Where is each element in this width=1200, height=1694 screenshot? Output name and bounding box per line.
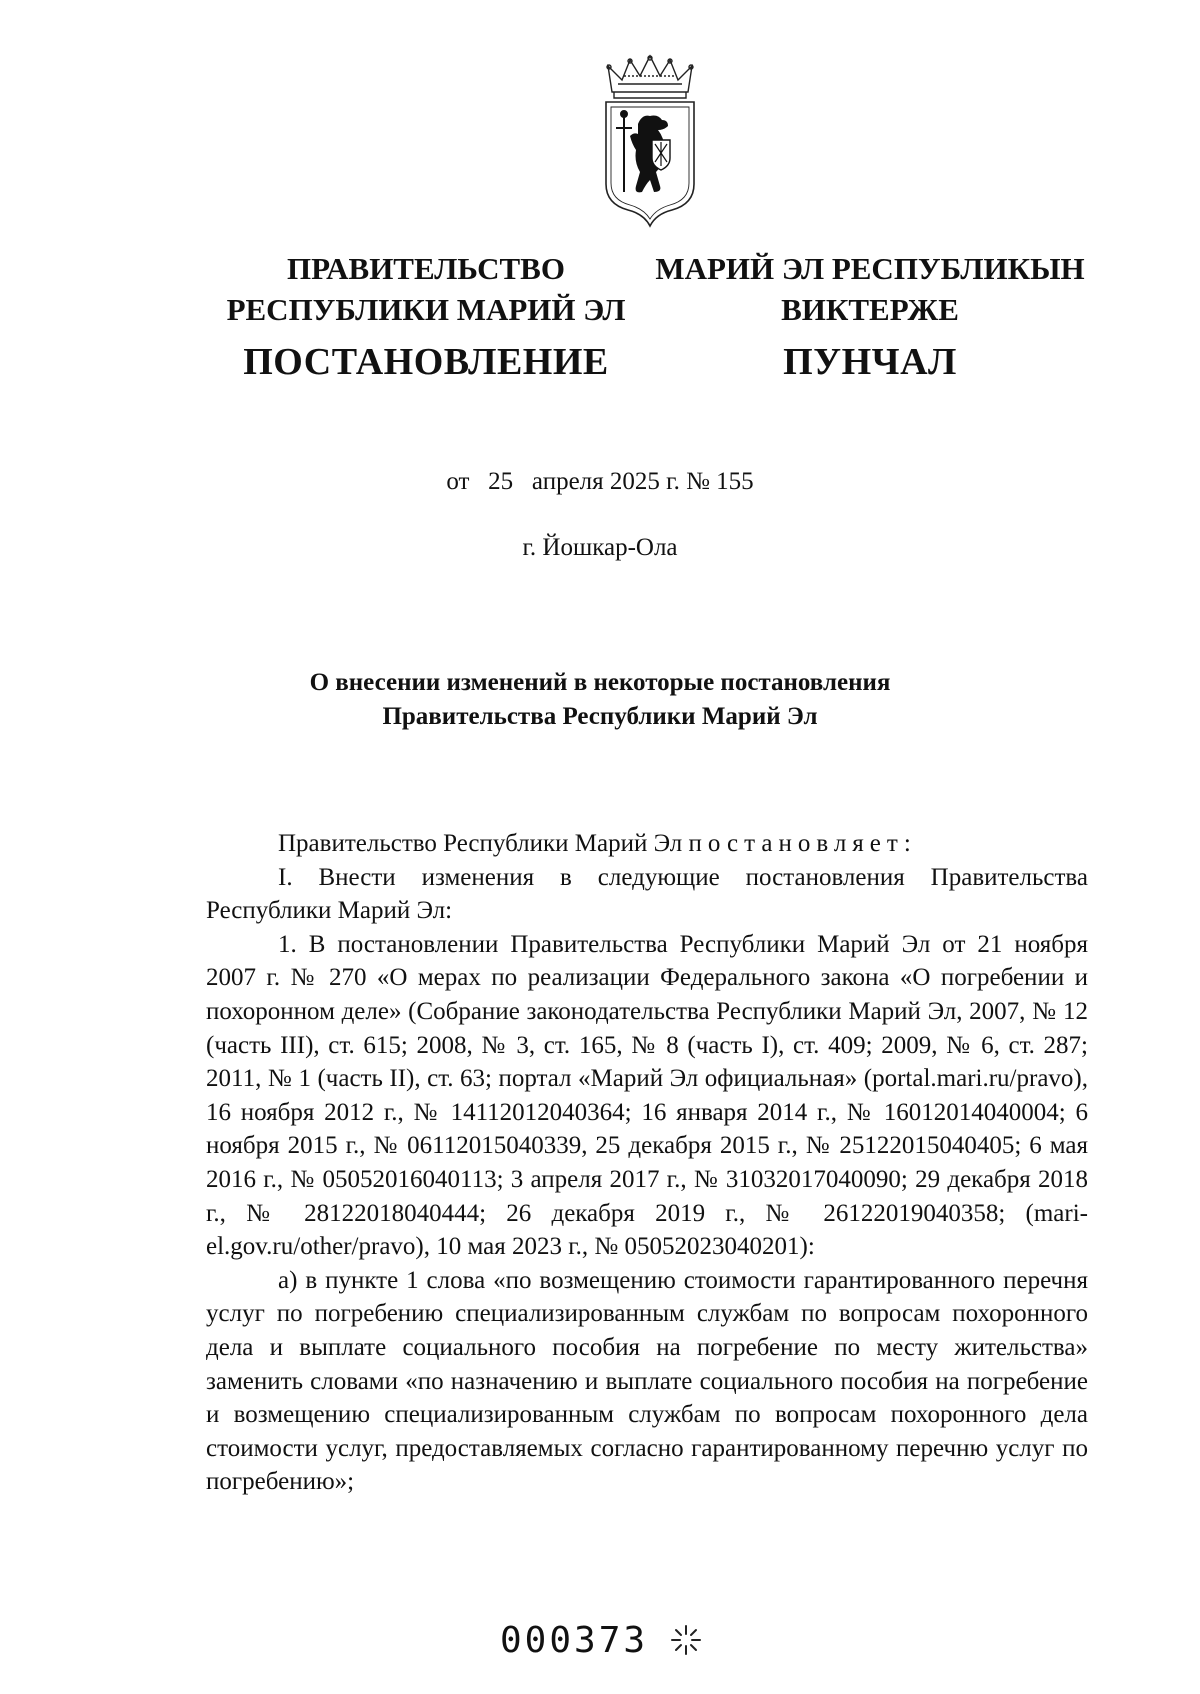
header-right-line1: МАРИЙ ЭЛ РЕСПУБЛИКЫН [655, 251, 1085, 286]
coat-of-arms-icon [590, 54, 710, 230]
header-left-line1: ПРАВИТЕЛЬСТВО [287, 251, 565, 286]
document-number: № 155 [686, 468, 754, 495]
header-left-line2: РЕСПУБЛИКИ МАРИЙ ЭЛ [226, 292, 626, 327]
document-city: г. Йошкар-Ола [522, 534, 678, 561]
header-left [196, 248, 656, 383]
doc-type-ru: ПОСТАНОВЛЕНИЕ [243, 341, 609, 383]
doc-type-mari: ПУНЧАЛ [783, 341, 957, 383]
intro-verb: постановляет: [688, 830, 917, 857]
title-line2: Правительства Республики Марий Эл [382, 703, 818, 730]
body-intro [206, 827, 1088, 861]
intro-text: Правительство Республики Марий Эл [278, 830, 689, 857]
body-paragraph-3: а) в пункте 1 слова «по возмещению стоимости гарантированного перечня услуг по погребению специализированным службам по вопросам похоронного дела и выплате социального пособия на погребение по месту жительства» заменить словами «по назначению и выплате социального пособия на погребение и возмещению специализированным службам по вопросам похоронного дела стоимости услуг, предоставляемых согласно гарантированному перечню услуг по погребению»; [206, 1266, 1088, 1496]
header-right [640, 248, 1100, 383]
date-month-year: апреля 2025 г. [531, 468, 680, 495]
header-right-line2: ВИКТЕРЖЕ [781, 292, 959, 327]
title-line1: О внесении изменений в некоторые постановления [309, 669, 891, 696]
date-day: 25 [488, 468, 514, 495]
document-date-line [0, 468, 1200, 496]
document-title [0, 666, 1200, 734]
body-paragraph-1: I. Внести изменения в следующие постановления Правительства Республики Марий Эл: [206, 863, 1088, 925]
asterisk-ornament-icon [668, 1622, 704, 1658]
date-prefix: от [446, 468, 470, 495]
body-paragraph-2: 1. В постановлении Правительства Республики Марий Эл от 21 ноября 2007 г. № 270 «О мерах по реализации Федерального закона «О погребении и похоронном деле» (Собрание законодательства Республики Марий Эл, 2007, № 12 (часть III), ст. 615; 2008, № 3, ст. 165, № 8 (часть I), ст. 409; 2009, № 6, ст. 287; 2011, № 1 (часть II), ст. 63; портал «Марий Эл официальная» (portal.mari.ru/pravo), 16 ноября 2012 г., № 14112012040364; 16 января 2014 г., № 16012014040004; 6 ноября 2015 г., № 06112015040339, 25 декабря 2015 г., № 25122015040405; 6 мая 2016 г., № 05052016040113; 3 апреля 2017 г., № 31032017040090; 29 декабря 2018 г., № 28122018040444; 26 декабря 2019 г., № 26122019040358; (mari-el.gov.ru/other/pravo), 10 мая 2023 г., № 05052023040201): [206, 930, 1088, 1261]
form-serial-number: 000373 [500, 1620, 649, 1661]
document-body [206, 827, 1088, 1499]
